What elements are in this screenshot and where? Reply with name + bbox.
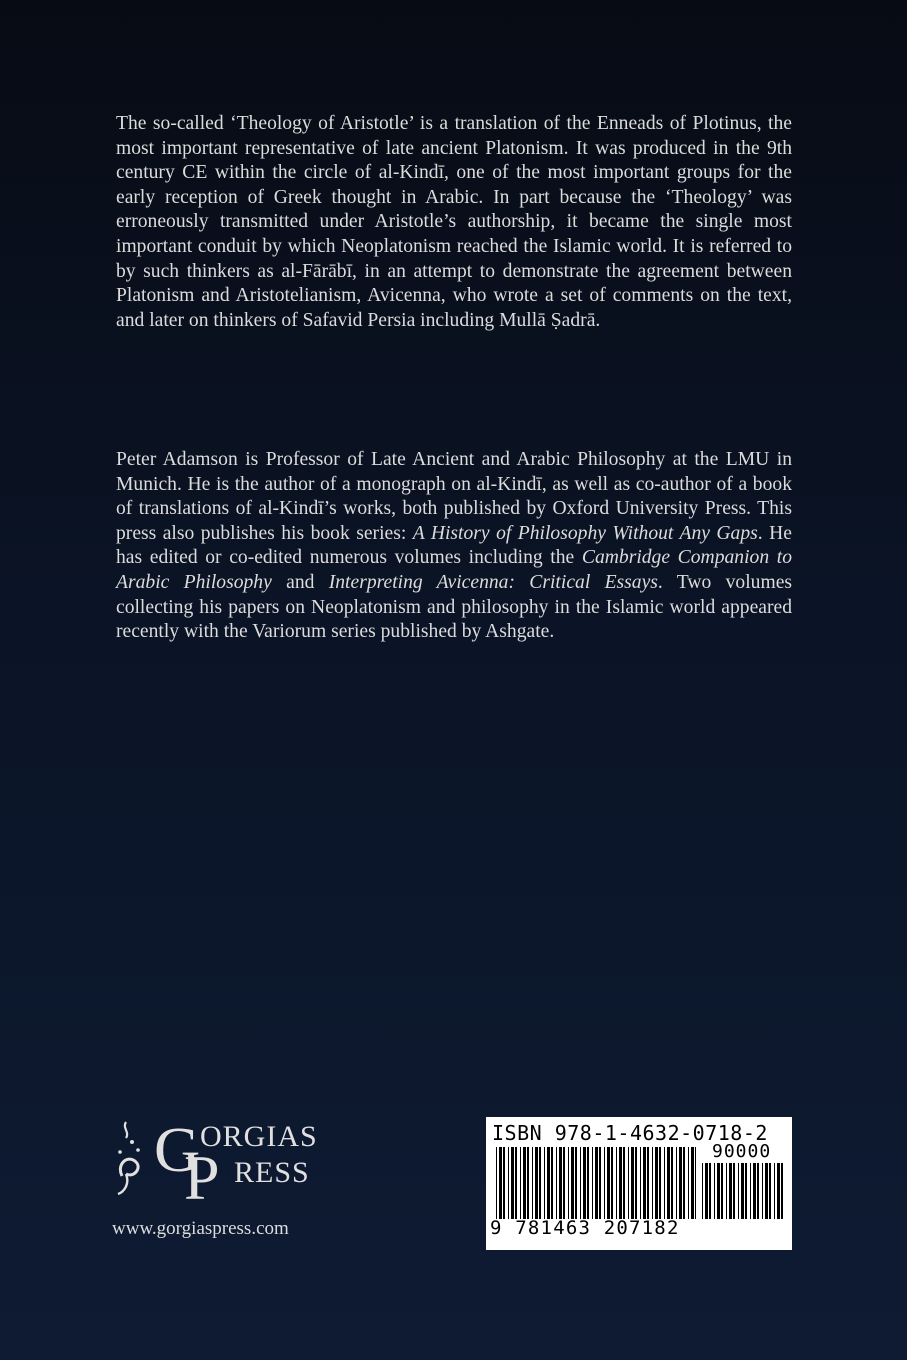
bio-text-4: . Two volumes collecting his papers on Neoplatonism and philosophy in the Islamic world appeared recently with the Variorum series published by Ashgate.: [116, 571, 793, 643]
barcode-bar: [676, 1147, 677, 1219]
barcode-bar: [508, 1147, 509, 1219]
barcode-bar: [595, 1147, 598, 1219]
barcode-bar: [583, 1147, 586, 1219]
barcode-bar: [647, 1147, 649, 1219]
barcode-bar: [695, 1147, 696, 1219]
logo-letter-p: P: [184, 1142, 220, 1213]
barcode-bar: [733, 1163, 735, 1219]
barcode-bar: [667, 1147, 670, 1219]
barcode-bar: [750, 1163, 751, 1219]
barcode-bar: [765, 1163, 768, 1219]
bio-text-3: and: [271, 571, 329, 593]
barcode-bar: [741, 1163, 744, 1219]
barcode-bar: [499, 1147, 502, 1219]
barcode-bar: [671, 1147, 673, 1219]
barcode-bar: [515, 1147, 517, 1219]
barcode-bar: [563, 1147, 565, 1219]
barcode-bar: [659, 1147, 661, 1219]
author-bio: [116, 448, 792, 645]
barcode-bar: [726, 1163, 727, 1219]
logo-letter-g: G: [154, 1114, 201, 1185]
barcode-bar: [655, 1147, 658, 1219]
barcode-bar: [580, 1147, 581, 1219]
barcode-bar: [628, 1147, 629, 1219]
barcode-bar: [544, 1147, 545, 1219]
barcode-bar: [511, 1147, 514, 1219]
barcode-bar: [781, 1163, 783, 1219]
cambridge-title: Cambridge Companion to Arabic Philosophy: [116, 547, 792, 593]
barcode-bar: [709, 1163, 711, 1219]
ean-number: 9 781463 207182: [490, 1217, 680, 1239]
calligraphy-mark-icon: [112, 1118, 154, 1198]
barcode-bar: [551, 1147, 553, 1219]
barcode-bar: [631, 1147, 634, 1219]
barcode-bar: [503, 1147, 505, 1219]
bio-text-2: . He has edited or co-edited numerous volumes including the: [116, 522, 792, 569]
barcode-bar: [547, 1147, 550, 1219]
barcode-bar: [527, 1147, 529, 1219]
barcode-bar: [523, 1147, 526, 1219]
barcode-bar: [496, 1147, 497, 1219]
barcode-bar: [611, 1147, 613, 1219]
barcode-bar: [717, 1163, 720, 1219]
barcode-bar: [745, 1163, 747, 1219]
barcode-bar: [539, 1147, 541, 1219]
barcode-bar: [635, 1147, 637, 1219]
barcode-bar: [587, 1147, 589, 1219]
isbn-barcode: [486, 1117, 792, 1250]
isbn-label: ISBN 978-1-4632-0718-2: [492, 1121, 768, 1145]
barcode-bars-addon: [702, 1163, 784, 1219]
barcode-bar: [762, 1163, 763, 1219]
publisher-logo: [112, 1114, 322, 1248]
barcode-bar: [738, 1163, 739, 1219]
barcode-bar: [777, 1163, 780, 1219]
barcode-bar: [556, 1147, 557, 1219]
barcode-bar: [640, 1147, 641, 1219]
barcode-bar: [705, 1163, 708, 1219]
barcode-bar: [532, 1147, 533, 1219]
logo-wordmark: [150, 1114, 330, 1214]
barcode-bar: [535, 1147, 538, 1219]
barcode-bar: [619, 1147, 622, 1219]
barcode-bar: [774, 1163, 775, 1219]
price-code: 90000: [712, 1141, 772, 1162]
barcode-bar: [753, 1163, 756, 1219]
barcode-bar: [702, 1163, 703, 1219]
barcode-bar: [616, 1147, 617, 1219]
barcode-bar: [664, 1147, 665, 1219]
barcode-bar: [607, 1147, 610, 1219]
barcode-bar: [623, 1147, 625, 1219]
barcode-bar: [769, 1163, 771, 1219]
barcode-bar: [520, 1147, 521, 1219]
barcode-bar: [688, 1147, 689, 1219]
barcode-bar: [683, 1147, 685, 1219]
barcode-bar: [568, 1147, 569, 1219]
logo-ress: RESS: [234, 1156, 310, 1189]
barcode-bar: [571, 1147, 574, 1219]
logo-orgias: ORGIAS: [200, 1120, 318, 1153]
barcode-bar: [575, 1147, 577, 1219]
barcode-bar: [652, 1147, 653, 1219]
series-title: A History of Philosophy Without Any Gaps: [412, 522, 758, 544]
barcode-bar: [592, 1147, 593, 1219]
barcode-bar: [559, 1147, 562, 1219]
publisher-website[interactable]: www.gorgiaspress.com: [112, 1218, 289, 1239]
barcode-bar: [643, 1147, 646, 1219]
book-description: The so-called ‘Theology of Aristotle’ is a translation of the Enneads of Plotinus, the most important representative of late ancient Platonism. It was produced in the 9th century CE within the circle of al-Kindī, one of the most important groups for the early reception of Greek thought in Arabic. In part because the ‘Theology’ was erroneously transmitted under Aristotle’s authorship, it became the single most important conduit by which Neoplatonism reached the Islamic world. It is referred to by such thinkers as al-Fārābī, in an attempt to demonstrate the agreement between Platonism and Aristotelianism, Avicenna, who wrote a set of comments on the text, and later on thinkers of Safavid Persia including Mullā Ṣadrā.: [116, 113, 792, 331]
barcode-bars-main: [496, 1147, 696, 1219]
barcode-bar: [714, 1163, 715, 1219]
bio-text-1: Peter Adamson is Professor of Late Ancient and Arabic Philosophy at the LMU in Munich. He is the author of a monograph on al-Kindī, as well as co-author of a book of translations of al-Kindī’s works, both published by Oxford University Press. This press also publishes his book series:: [116, 449, 792, 544]
barcode-bar: [729, 1163, 732, 1219]
barcode-bar: [757, 1163, 759, 1219]
barcode-bar: [604, 1147, 605, 1219]
barcode-bar: [599, 1147, 601, 1219]
barcode-bar: [721, 1163, 723, 1219]
barcode-bar: [679, 1147, 682, 1219]
avicenna-title: Interpreting Avicenna: Critical Essays: [328, 571, 658, 593]
barcode-bar: [691, 1147, 694, 1219]
